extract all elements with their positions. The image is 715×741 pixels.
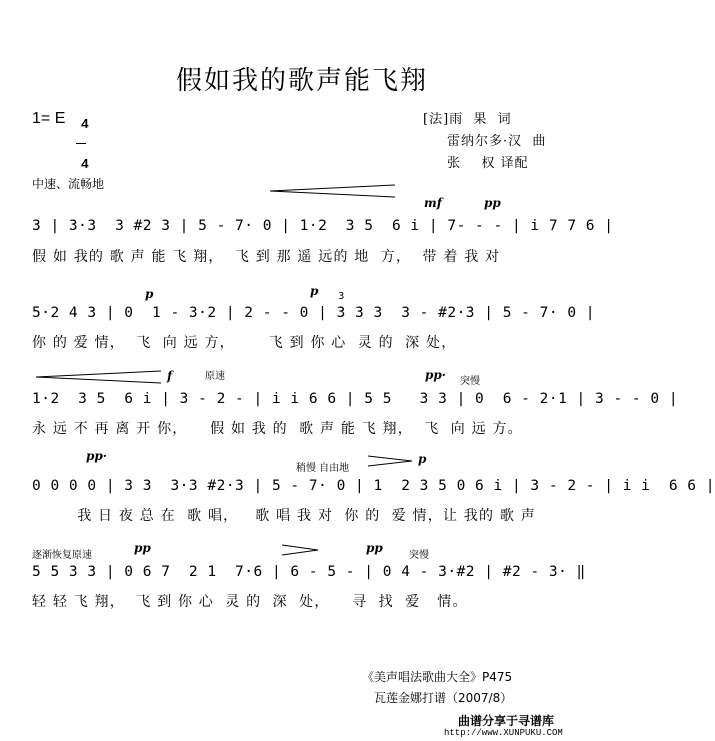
- notation-line-1: 3 | 3·3 3 #2 3 | 5 - 7· 0 | 1·2 3 5 6 i | 7- - - | i 7 7 6 |: [32, 218, 614, 234]
- expression-mark: 突慢: [460, 376, 480, 387]
- composer-credit: 雷纳尔多·汉 曲: [447, 134, 547, 149]
- translator-credit: 张 权 译配: [447, 156, 529, 171]
- dynamic-mark: pp·: [86, 449, 107, 463]
- source-book: 《美声唱法歌曲大全》P475: [362, 670, 513, 684]
- dynamic-mark: pp·: [425, 368, 446, 382]
- decrescendo-hairpin: [282, 543, 318, 557]
- dynamic-mark: p: [145, 287, 154, 301]
- triplet-mark: 3: [338, 291, 345, 302]
- dynamic-mark: mf: [424, 196, 442, 210]
- lyricist-credit: [法]雨 果 词: [423, 112, 512, 127]
- crescendo-hairpin: [36, 370, 161, 384]
- notation-line-3: 1·2 3 5 6 i | 3 - 2 - | i i 6 6 | 5 5 3 3 | 0 6 - 2·1 | 3 - - 0 |: [32, 391, 679, 407]
- dynamic-mark: p: [418, 452, 427, 466]
- dynamic-mark: p: [310, 284, 319, 298]
- dynamic-mark: f: [167, 369, 173, 383]
- site-credit: 曲谱分享于寻谱库: [458, 714, 555, 728]
- expression-mark: 原速: [205, 371, 225, 382]
- expression-mark: 稍慢 自由地: [296, 463, 350, 474]
- dynamic-mark: pp: [134, 541, 151, 555]
- notation-line-4: 0 0 0 0 | 3 3 3·3 #2·3 | 5 - 7· 0 | 1 2 3 5 0 6 i | 3 - 2 - | i i 6 6 |: [32, 478, 715, 494]
- notation-line-2: 5·2 4 3 | 0 1 - 3·2 | 2 - - 0 | 3 3 3 3 - #2·3 | 5 - 7· 0 |: [32, 305, 596, 321]
- expression-mark: 突慢: [409, 550, 429, 561]
- lyrics-line-5: 轻 轻 飞 翔， 飞 到 你 心 灵 的 深 处， 寻 找 爱 情。: [32, 594, 468, 610]
- lyrics-line-1: 假 如 我的 歌 声 能 飞 翔， 飞 到 那 遥 远的 地 方， 带 着 我 对: [32, 249, 501, 265]
- song-title: 假如我的歌声能飞翔: [175, 66, 428, 96]
- lyrics-line-4: 我 日 夜 总 在 歌 唱， 歌 唱 我 对 你 的 爱 情，让 我的 歌 声: [32, 508, 536, 524]
- decrescendo-hairpin: [368, 454, 412, 468]
- decrescendo-hairpin: [270, 184, 395, 198]
- notation-line-5: 5 5 3 3 | 0 6 7 2 1 7·6 | 6 - 5 - | 0 4 - 3·#2 | #2 - 3· ‖: [32, 564, 586, 580]
- key-signature: 1= E: [32, 110, 66, 127]
- lyrics-line-3: 永 远 不 再 离 开 你， 假 如 我 的 歌 声 能 飞 翔， 飞 向 远 方。: [32, 421, 523, 437]
- typesetter-credit: 瓦莲金娜打谱（2007/8）: [374, 691, 513, 705]
- time-signature: [74, 104, 88, 170]
- lyrics-line-2: 你 的 爱 情， 飞 向 远 方， 飞 到 你 心 灵 的 深 处，: [32, 335, 457, 351]
- time-signature-bottom: 4: [81, 156, 89, 171]
- tempo-marking: 中速、流畅地: [32, 177, 105, 191]
- dynamic-mark: pp: [366, 541, 383, 555]
- expression-mark: 逐渐恢复原速: [32, 550, 92, 561]
- time-signature-top: 4: [81, 116, 89, 131]
- site-url[interactable]: http://www.XUNPUKU.COM: [444, 728, 563, 738]
- dynamic-mark: pp: [484, 196, 501, 210]
- time-signature-divider: [76, 143, 86, 144]
